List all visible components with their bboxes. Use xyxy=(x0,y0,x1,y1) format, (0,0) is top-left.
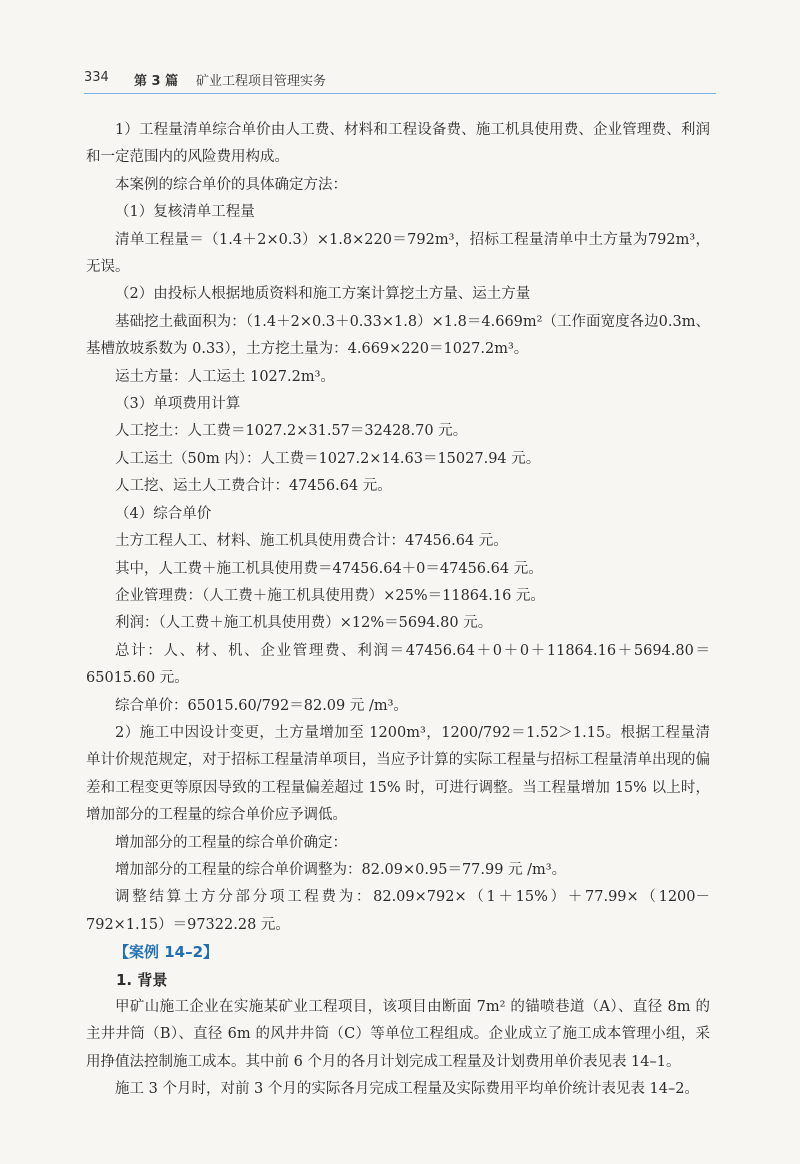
paragraph: 甲矿山施工企业在实施某矿业工程项目，该项目由断面 7m² 的锚喷巷道（A）、直径 8m 的主井井筒（B）、直径 6m 的风井井筒（C）等单位工程组成。企业成立了施工成本管理小组，采用挣值法控制施工成本。其中前 6 个月的各月计划完成工程量及计划费用单价表见表 14–1。 xyxy=(86,999,710,1070)
paragraph: 基础挖土截面积为：（1.4＋2×0.3＋0.33×1.8）×1.8＝4.669m²（工作面宽度各边0.3m、基槽放坡系数为 0.33），土方挖土量为：4.669×220＝1027.2m³。 xyxy=(86,313,710,358)
paragraph: 调整结算土方分部分项工程费为：82.09×792×（1＋15%）＋77.99×（1200－792×1.15）＝97322.28 元。 xyxy=(86,889,710,933)
paragraph: 人工挖土：人工费＝1027.2×31.57＝32428.70 元。 xyxy=(115,423,468,440)
paragraph: 2）施工中因设计变更，土方量增加至 1200m³，1200/792＝1.52＞1.15。根据工程量清单计价规范规定，对于招标工程量清单项目，当应予计算的实际工程量与招标工程量清单出现的偏差和工程变更等原因导致的工程量偏差超过 15% 时，可进行调整。当工程量增加 15% 以上时，增加部分的工程量的综合单价应予调低。 xyxy=(86,724,710,824)
paragraph: 利润：（人工费＋施工机具使用费）×12%＝5694.80 元。 xyxy=(115,615,493,632)
paragraph: 土方工程人工、材料、施工机具使用费合计：47456.64 元。 xyxy=(115,533,508,550)
paragraph: 1）工程量清单综合单价由人工费、材料和工程设备费、施工机具使用费、企业管理费、利润和一定范围内的风险费用构成。 xyxy=(86,122,710,166)
header-rule xyxy=(84,93,716,94)
paragraph: 施工 3 个月时，对前 3 个月的实际各月完成工程量及实际费用平均单价统计表见表 14–2。 xyxy=(115,1081,699,1098)
paragraph: 人工运土（50m 内）：人工费＝1027.2×14.63＝15027.94 元。 xyxy=(115,450,541,467)
paragraph: （4）综合单价 xyxy=(115,505,212,522)
paragraph: （3）单项费用计算 xyxy=(115,396,241,413)
paragraph: 综合单价：65015.60/792＝82.09 元 /m³。 xyxy=(115,697,408,714)
paragraph: 其中，人工费＋施工机具使用费＝47456.64＋0＝47456.64 元。 xyxy=(115,560,543,577)
paragraph: 增加部分的工程量的综合单价确定： xyxy=(115,834,347,851)
paragraph: 清单工程量＝（1.4＋2×0.3）×1.8×220＝792m³，招标工程量清单中土方量为792m³，无误。 xyxy=(86,231,710,276)
paragraph: 总计：人、材、机、企业管理费、利润＝47456.64＋0＋0＋11864.16＋5694.80＝65015.60 元。 xyxy=(86,642,710,687)
paragraph: （2）由投标人根据地质资料和施工方案计算挖土方量、运土方量 xyxy=(115,286,531,303)
paragraph: 本案例的综合单价的具体确定方法： xyxy=(115,176,347,193)
paragraph: 增加部分的工程量的综合单价调整为：82.09×0.95＝77.99 元 /m³。 xyxy=(115,861,567,878)
case-heading: 【案例 14–2】 xyxy=(114,943,219,962)
paragraph: 企业管理费：（人工费＋施工机具使用费）×25%＝11864.16 元。 xyxy=(115,587,545,604)
paragraph: 人工挖、运土人工费合计：47456.64 元。 xyxy=(115,478,392,495)
section-heading: 1. 背景 xyxy=(116,970,168,989)
paragraph: 运土方量：人工运土 1027.2m³。 xyxy=(115,368,335,385)
book-part-title: 矿业工程项目管理实务 xyxy=(196,74,327,89)
part-label: 第 3 篇 xyxy=(134,74,179,89)
page-body xyxy=(86,117,710,1104)
page-number: 334 xyxy=(84,70,109,85)
running-header xyxy=(84,70,716,94)
paragraph: （1）复核清单工程量 xyxy=(115,204,255,221)
